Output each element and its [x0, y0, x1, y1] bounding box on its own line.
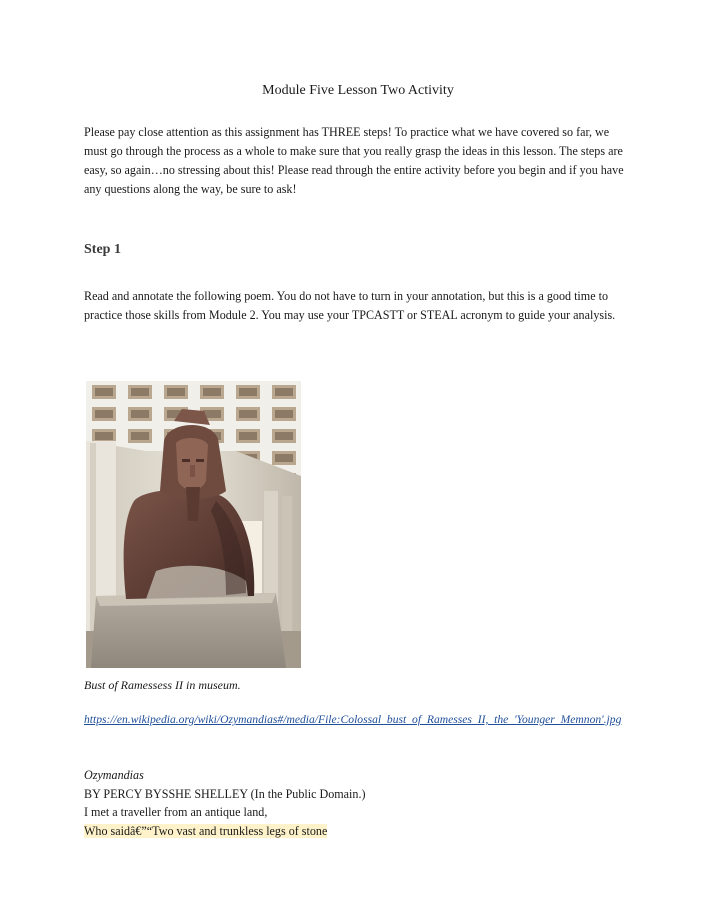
intro-paragraph: Please pay close attention as this assignment has THREE steps! To practice what we have covered so far, we must go through the process as a whole to make sure that you really grasp the ideas in this lesson. The steps are easy, so again…no stressing about this! Please read through the entire activity before you begin and if you have any questions along the way, be sure to ask!	[84, 125, 624, 196]
image-caption: Bust of Ramessess II in museum.	[84, 678, 241, 692]
step-1-heading: Step 1	[84, 242, 121, 257]
image-source-link[interactable]: https://en.wikipedia.org/wiki/Ozymandias#/media/File:Colossal_bust_of_Ramesses_II,_the_'Younger_Memnon'.jpg	[84, 713, 622, 726]
poem-line-highlighted: Who saidâ€”“Two vast and trunkless legs of stone	[84, 823, 328, 838]
poem-byline: BY PERCY BYSSHE SHELLEY (In the Public Domain.)	[84, 786, 366, 801]
ramesses-bust-photo	[86, 381, 301, 668]
document-title: Module Five Lesson Two Activity	[262, 83, 454, 98]
poem-line: I met a traveller from an antique land,	[84, 805, 268, 819]
poem-title: Ozymandias	[84, 768, 144, 782]
step-1-instructions: Read and annotate the following poem. You do not have to turn in your annotation, but this is a good time to practice those skills from Module 2. You may use your TPCASTT or STEAL acronym to guide your analysis.	[84, 289, 616, 322]
poem-block	[84, 766, 634, 840]
